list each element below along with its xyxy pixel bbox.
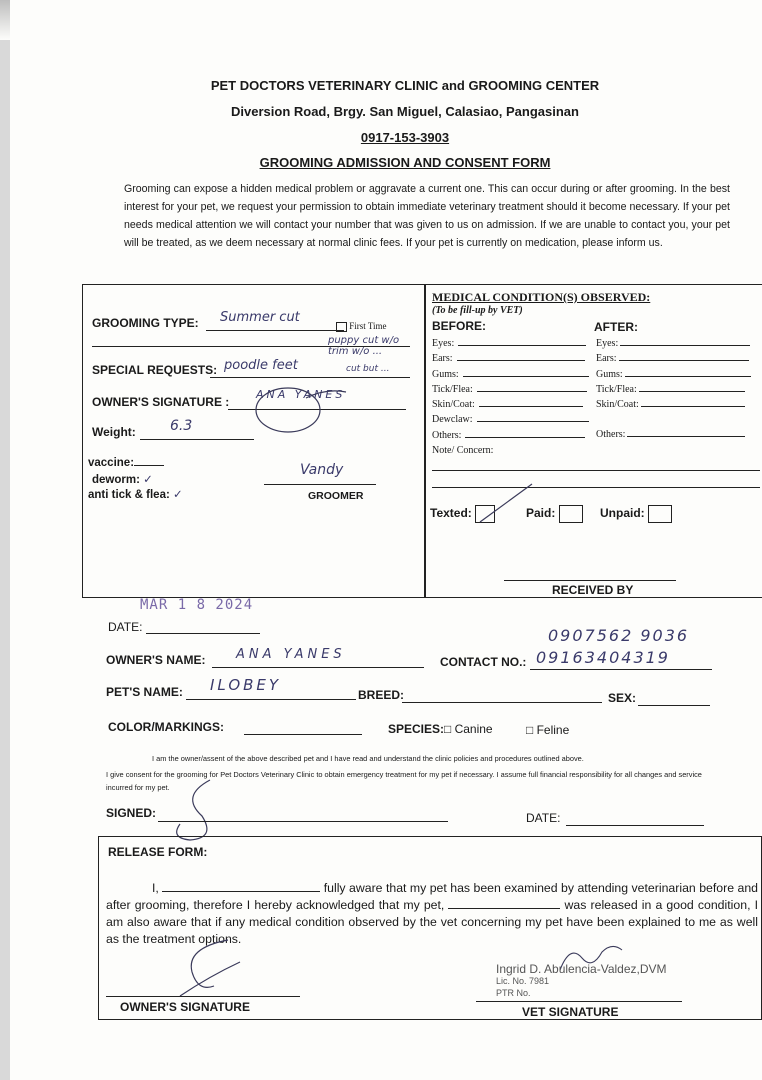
before-label: BEFORE: — [432, 319, 486, 333]
owner-name-value[interactable]: ANA YANES — [236, 647, 346, 662]
before-item-others[interactable]: Others: — [432, 428, 592, 443]
deworm-label: deworm: — [92, 474, 140, 486]
deworm-row — [92, 472, 153, 486]
weight-value[interactable]: 6.3 — [170, 418, 193, 434]
antitick-check[interactable]: ✓ — [173, 487, 183, 501]
first-time-checkbox[interactable] — [336, 321, 387, 332]
feline-option[interactable]: □ Feline — [526, 723, 570, 737]
weight-line — [140, 439, 254, 440]
after-item-skincoat[interactable]: Skin/Coat: — [596, 397, 762, 412]
before-item-skincoat[interactable]: Skin/Coat: — [432, 397, 592, 412]
first-time-box[interactable] — [336, 322, 347, 332]
grooming-type-label: GROOMING TYPE: — [92, 316, 199, 330]
antitick-row — [88, 487, 183, 501]
before-item-tickflea[interactable]: Tick/Flea: — [432, 382, 592, 397]
after-item-gums[interactable]: Gums: — [596, 367, 762, 382]
medical-subtitle: (To be fill-up by VET) — [432, 305, 523, 316]
color-line[interactable] — [244, 734, 362, 735]
before-item-eyes[interactable]: Eyes: — [432, 336, 592, 351]
note-line-1 — [432, 470, 760, 471]
release-owner-blank[interactable] — [162, 891, 320, 892]
after-item-others[interactable]: Others: — [596, 427, 762, 442]
before-item-dewclaw[interactable]: Dewclaw: — [432, 412, 592, 427]
owner-name-line — [212, 667, 424, 668]
after-label: AFTER: — [594, 320, 638, 334]
pet-name-line — [186, 699, 356, 700]
release-title: RELEASE FORM: — [108, 845, 208, 859]
contact-label: CONTACT NO.: — [440, 655, 527, 669]
vaccine-row — [88, 457, 164, 469]
contact-value-2[interactable]: 09163404319 — [536, 648, 670, 667]
vet-signature-line[interactable] — [476, 1001, 682, 1002]
consent-date-label: DATE: — [526, 811, 561, 825]
consent-line-2: I give consent for the grooming for Pet Doctors Veterinary Clinic to obtain emergency treatment for my pet if necessary. I assume full financial responsibility for all changes and service incurred for my pet. — [106, 770, 702, 792]
paid-checkbox[interactable] — [559, 505, 583, 523]
owner-signature-label: OWNER'S SIGNATURE : — [92, 395, 230, 409]
before-item-note[interactable]: Note/ Concern: — [432, 445, 494, 457]
unpaid-label: Unpaid: — [600, 506, 645, 521]
pet-name-label: PET'S NAME: — [106, 685, 183, 699]
weight-label: Weight: — [92, 425, 136, 439]
after-item-ears[interactable]: Ears: — [596, 351, 762, 366]
grooming-type-value[interactable]: Summer cut — [220, 310, 300, 325]
owner-signature-value[interactable]: ANA YANES — [256, 388, 346, 401]
color-label: COLOR/MARKINGS: — [108, 720, 224, 734]
after-item-tickflea[interactable]: Tick/Flea: — [596, 382, 762, 397]
release-signature-scribble — [170, 936, 244, 1000]
medical-title: MEDICAL CONDITION(S) OBSERVED: — [432, 290, 651, 304]
after-item-spacer — [596, 412, 762, 427]
special-requests-note[interactable]: cut but ... — [346, 364, 390, 374]
sex-line[interactable] — [638, 705, 710, 706]
antitick-label: anti tick & flea: — [88, 489, 170, 501]
clinic-phone: 0917-153-3903 — [360, 130, 450, 145]
owner-name-label: OWNER'S NAME: — [106, 653, 206, 667]
breed-line[interactable] — [402, 702, 602, 703]
date-stamp: MAR 1 8 2024 — [140, 597, 254, 613]
vet-ptr-no: PTR No. — [496, 988, 531, 998]
vaccine-label: vaccine: — [88, 457, 135, 469]
grooming-note[interactable]: puppy cut w/o trim w/o ... — [328, 335, 400, 357]
canine-option[interactable]: □ Canine — [444, 722, 493, 736]
date-label: DATE: — [108, 620, 143, 634]
vet-name: Ingrid D. Abulencia-Valdez,DVM — [496, 962, 667, 976]
received-by-label: RECEIVED BY — [552, 583, 634, 597]
sex-label: SEX: — [608, 691, 637, 705]
contact-value-1[interactable]: 0907562 9036 — [548, 626, 690, 645]
before-item-ears[interactable]: Ears: — [432, 351, 592, 366]
contact-line — [530, 669, 712, 670]
date-line[interactable] — [146, 633, 260, 634]
form-paper — [10, 0, 762, 1080]
signed-label: SIGNED: — [106, 806, 157, 820]
paid-field[interactable] — [526, 505, 583, 523]
deworm-check[interactable]: ✓ — [143, 472, 153, 486]
special-requests-label: SPECIAL REQUESTS: — [92, 363, 218, 377]
consent-line-1: I am the owner/assent of the above described pet and I have read and understand the clinic policies and procedures outlined above. — [152, 754, 584, 763]
groomer-line — [264, 484, 376, 485]
after-item-eyes[interactable]: Eyes: — [596, 336, 762, 351]
groomer-label: GROOMER — [308, 490, 364, 502]
release-owner-sig-line[interactable] — [106, 996, 300, 997]
special-requests-value[interactable]: poodle feet — [224, 358, 298, 373]
unpaid-checkbox[interactable] — [648, 505, 672, 523]
after-list — [596, 336, 762, 443]
owner-signature-scribble — [246, 378, 356, 436]
form-title: GROOMING ADMISSION AND CONSENT FORM — [259, 155, 551, 170]
paid-label: Paid: — [526, 506, 556, 521]
clinic-name: PET DOCTORS VETERINARY CLINIC and GROOMING CENTER — [210, 78, 600, 93]
breed-label: BREED: — [358, 688, 405, 702]
clinic-address: Diversion Road, Brgy. San Miguel, Calasiao, Pangasinan — [231, 104, 579, 119]
unpaid-field[interactable] — [600, 505, 672, 523]
release-owner-sig-label: OWNER'S SIGNATURE — [120, 1000, 250, 1014]
received-by-line — [504, 580, 676, 581]
release-paragraph: I, fully aware that my pet has been examined by attending veterinarian before and after grooming, therefore I hereby acknowledged that my pet, was released in a good condition, I am also aware that if any medical condition observed by the vet concerning my pet have been explained to me as well as the treatment options. — [106, 881, 759, 946]
texted-label: Texted: — [430, 506, 472, 521]
before-list — [432, 336, 592, 458]
first-time-label: First Time — [349, 321, 387, 331]
signed-line[interactable] — [158, 821, 448, 822]
vet-lic-no: Lic. No. 7981 — [496, 976, 550, 986]
texted-check-mark — [474, 482, 534, 526]
release-pet-blank[interactable] — [448, 908, 560, 909]
consent-date-line[interactable] — [566, 825, 704, 826]
grooming-type-line — [206, 330, 344, 331]
intro-paragraph: Grooming can expose a hidden medical problem or aggravate a current one. This can occur during or after grooming. In the best interest for your pet, we request your permission to obtain immediate veterinary treatment should it become necessary. If your pet needs medical attention we will contact your number that was given to us on admission. If we are unable to contact you, your pet will be treated, as we deem necessary at normal clinic fees. If your pet is currently on medication, please inform us. — [124, 183, 730, 249]
species-label: SPECIES: — [388, 722, 445, 736]
groomer-name[interactable]: Vandy — [300, 462, 344, 478]
before-item-gums[interactable]: Gums: — [432, 367, 592, 382]
pet-name-value[interactable]: ILOBEY — [210, 676, 282, 694]
vet-signature-label: VET SIGNATURE — [522, 1005, 619, 1019]
